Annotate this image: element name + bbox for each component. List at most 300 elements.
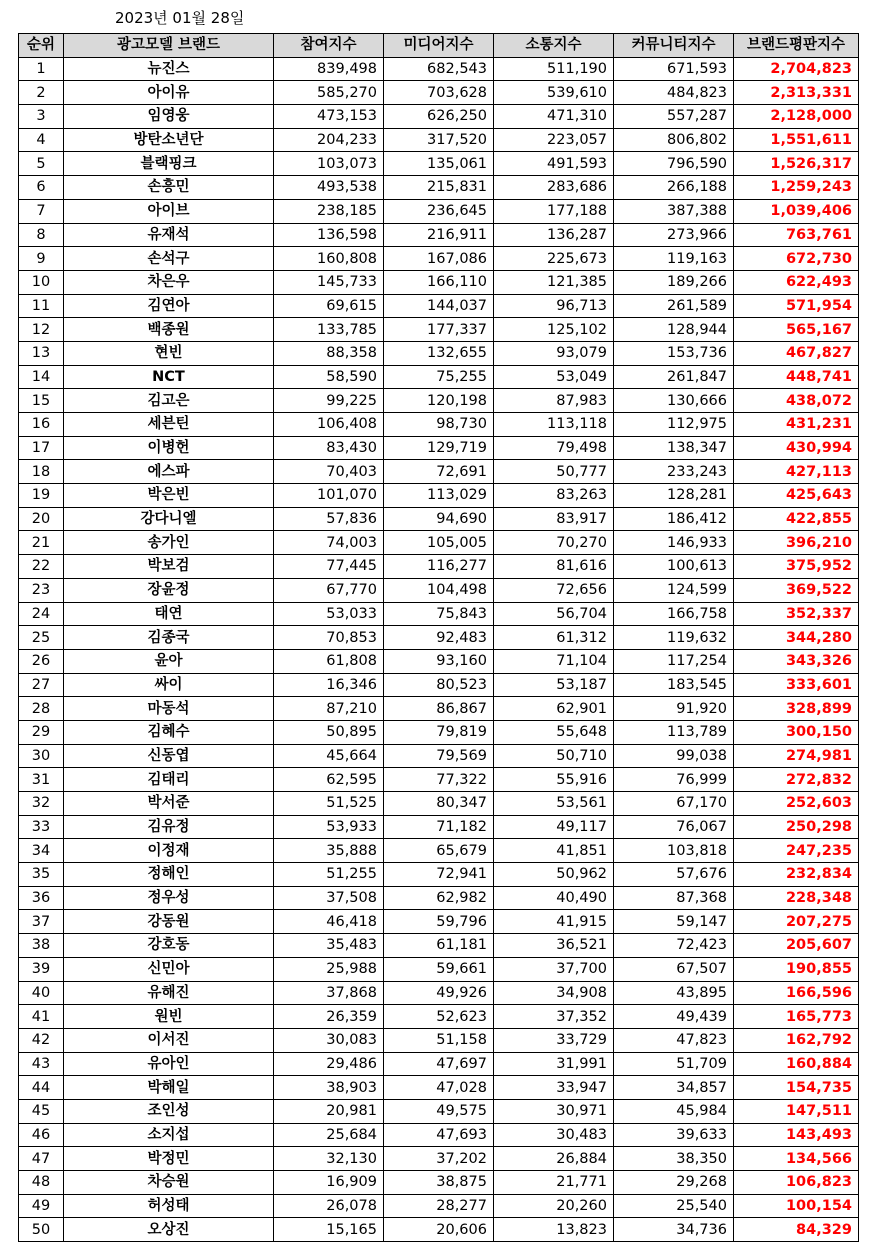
table-row [19,673,859,697]
media-cell: 79,569 [384,744,494,768]
community-cell: 25,540 [614,1194,734,1218]
community-cell: 266,188 [614,176,734,200]
media-cell: 38,875 [384,1171,494,1195]
table-row [19,413,859,437]
communication-cell: 71,104 [494,649,614,673]
reputation-cell: 1,526,317 [734,152,859,176]
rank-cell: 3 [19,105,64,129]
participation-cell: 58,590 [274,365,384,389]
participation-cell: 238,185 [274,199,384,223]
community-cell: 261,589 [614,294,734,318]
rank-cell: 11 [19,294,64,318]
media-cell: 93,160 [384,649,494,673]
community-cell: 130,666 [614,389,734,413]
reputation-cell: 272,832 [734,768,859,792]
participation-cell: 87,210 [274,697,384,721]
communication-cell: 36,521 [494,934,614,958]
brand-cell: 강동원 [64,910,274,934]
rank-cell: 20 [19,507,64,531]
participation-cell: 88,358 [274,341,384,365]
media-cell: 61,181 [384,934,494,958]
participation-cell: 51,255 [274,863,384,887]
rank-cell: 45 [19,1099,64,1123]
community-cell: 119,163 [614,247,734,271]
participation-cell: 473,153 [274,105,384,129]
media-cell: 116,277 [384,555,494,579]
participation-cell: 133,785 [274,318,384,342]
brand-cell: 세븐틴 [64,413,274,437]
community-cell: 484,823 [614,81,734,105]
participation-cell: 25,988 [274,957,384,981]
rank-cell: 43 [19,1052,64,1076]
media-cell: 166,110 [384,270,494,294]
communication-cell: 283,686 [494,176,614,200]
table-row [19,389,859,413]
participation-cell: 160,808 [274,247,384,271]
community-cell: 806,802 [614,128,734,152]
media-cell: 71,182 [384,815,494,839]
rank-cell: 38 [19,934,64,958]
reputation-cell: 2,128,000 [734,105,859,129]
reputation-cell: 431,231 [734,413,859,437]
brand-reputation-table [18,33,859,1242]
community-cell: 796,590 [614,152,734,176]
brand-cell: 에스파 [64,460,274,484]
media-cell: 113,029 [384,484,494,508]
brand-cell: 손흥민 [64,176,274,200]
communication-cell: 21,771 [494,1171,614,1195]
brand-cell: 박은빈 [64,484,274,508]
participation-cell: 106,408 [274,413,384,437]
rank-cell: 46 [19,1123,64,1147]
media-cell: 98,730 [384,413,494,437]
community-cell: 183,545 [614,673,734,697]
table-row [19,578,859,602]
communication-cell: 41,915 [494,910,614,934]
community-cell: 153,736 [614,341,734,365]
table-row [19,1005,859,1029]
participation-cell: 99,225 [274,389,384,413]
rank-cell: 41 [19,1005,64,1029]
participation-cell: 20,981 [274,1099,384,1123]
participation-cell: 585,270 [274,81,384,105]
media-cell: 51,158 [384,1028,494,1052]
communication-cell: 121,385 [494,270,614,294]
reputation-cell: 106,823 [734,1171,859,1195]
rank-cell: 34 [19,839,64,863]
brand-cell: 박정민 [64,1147,274,1171]
community-cell: 45,984 [614,1099,734,1123]
communication-cell: 61,312 [494,626,614,650]
media-cell: 105,005 [384,531,494,555]
reputation-cell: 565,167 [734,318,859,342]
table-row [19,294,859,318]
brand-cell: 김유정 [64,815,274,839]
reputation-cell: 274,981 [734,744,859,768]
communication-cell: 62,901 [494,697,614,721]
header-row [19,34,859,58]
community-cell: 146,933 [614,531,734,555]
communication-cell: 30,483 [494,1123,614,1147]
reputation-cell: 1,259,243 [734,176,859,200]
table-row [19,436,859,460]
media-cell: 80,523 [384,673,494,697]
rank-cell: 39 [19,957,64,981]
community-cell: 119,632 [614,626,734,650]
table-row [19,81,859,105]
community-cell: 138,347 [614,436,734,460]
reputation-cell: 250,298 [734,815,859,839]
table-row [19,341,859,365]
table-row [19,318,859,342]
reputation-cell: 228,348 [734,886,859,910]
community-cell: 100,613 [614,555,734,579]
header-rank: 순위 [19,34,64,58]
rank-cell: 33 [19,815,64,839]
rank-cell: 24 [19,602,64,626]
communication-cell: 37,352 [494,1005,614,1029]
communication-cell: 41,851 [494,839,614,863]
participation-cell: 67,770 [274,578,384,602]
media-cell: 47,028 [384,1076,494,1100]
communication-cell: 79,498 [494,436,614,460]
community-cell: 124,599 [614,578,734,602]
table-row [19,223,859,247]
community-cell: 34,736 [614,1218,734,1242]
participation-cell: 61,808 [274,649,384,673]
rank-cell: 47 [19,1147,64,1171]
rank-cell: 26 [19,649,64,673]
reputation-cell: 190,855 [734,957,859,981]
community-cell: 128,944 [614,318,734,342]
communication-cell: 37,700 [494,957,614,981]
reputation-cell: 205,607 [734,934,859,958]
table-row [19,910,859,934]
communication-cell: 13,823 [494,1218,614,1242]
brand-cell: 김연아 [64,294,274,318]
rank-cell: 5 [19,152,64,176]
communication-cell: 50,777 [494,460,614,484]
reputation-cell: 154,735 [734,1076,859,1100]
participation-cell: 45,664 [274,744,384,768]
community-cell: 76,999 [614,768,734,792]
participation-cell: 46,418 [274,910,384,934]
reputation-cell: 1,039,406 [734,199,859,223]
communication-cell: 34,908 [494,981,614,1005]
communication-cell: 31,991 [494,1052,614,1076]
table-row [19,1099,859,1123]
reputation-cell: 147,511 [734,1099,859,1123]
table-row [19,199,859,223]
community-cell: 91,920 [614,697,734,721]
participation-cell: 26,359 [274,1005,384,1029]
reputation-cell: 162,792 [734,1028,859,1052]
reputation-cell: 247,235 [734,839,859,863]
header-communication: 소통지수 [494,34,614,58]
brand-cell: 신동엽 [64,744,274,768]
table-row [19,744,859,768]
community-cell: 47,823 [614,1028,734,1052]
media-cell: 177,337 [384,318,494,342]
reputation-cell: 232,834 [734,863,859,887]
media-cell: 216,911 [384,223,494,247]
media-cell: 49,926 [384,981,494,1005]
media-cell: 47,693 [384,1123,494,1147]
community-cell: 49,439 [614,1005,734,1029]
reputation-cell: 84,329 [734,1218,859,1242]
media-cell: 77,322 [384,768,494,792]
communication-cell: 491,593 [494,152,614,176]
participation-cell: 69,615 [274,294,384,318]
participation-cell: 25,684 [274,1123,384,1147]
participation-cell: 70,403 [274,460,384,484]
participation-cell: 26,078 [274,1194,384,1218]
community-cell: 671,593 [614,57,734,81]
table-row [19,460,859,484]
brand-cell: 김고은 [64,389,274,413]
brand-cell: 오상진 [64,1218,274,1242]
reputation-cell: 396,210 [734,531,859,555]
rank-cell: 25 [19,626,64,650]
media-cell: 62,982 [384,886,494,910]
communication-cell: 53,561 [494,792,614,816]
rank-cell: 4 [19,128,64,152]
rank-cell: 37 [19,910,64,934]
brand-cell: 차은우 [64,270,274,294]
participation-cell: 74,003 [274,531,384,555]
community-cell: 57,676 [614,863,734,887]
brand-cell: 차승원 [64,1171,274,1195]
table-row [19,957,859,981]
media-cell: 20,606 [384,1218,494,1242]
media-cell: 59,661 [384,957,494,981]
community-cell: 29,268 [614,1171,734,1195]
community-cell: 34,857 [614,1076,734,1100]
brand-cell: 싸이 [64,673,274,697]
rank-cell: 7 [19,199,64,223]
participation-cell: 204,233 [274,128,384,152]
community-cell: 39,633 [614,1123,734,1147]
rank-cell: 14 [19,365,64,389]
reputation-cell: 438,072 [734,389,859,413]
rank-cell: 17 [19,436,64,460]
rank-cell: 13 [19,341,64,365]
media-cell: 37,202 [384,1147,494,1171]
rank-cell: 15 [19,389,64,413]
reputation-cell: 143,493 [734,1123,859,1147]
reputation-cell: 1,551,611 [734,128,859,152]
participation-cell: 35,483 [274,934,384,958]
communication-cell: 113,118 [494,413,614,437]
communication-cell: 53,049 [494,365,614,389]
brand-cell: 원빈 [64,1005,274,1029]
community-cell: 261,847 [614,365,734,389]
reputation-cell: 375,952 [734,555,859,579]
rank-cell: 21 [19,531,64,555]
header-reputation: 브랜드평판지수 [734,34,859,58]
table-row [19,128,859,152]
rank-cell: 30 [19,744,64,768]
community-cell: 43,895 [614,981,734,1005]
table-row [19,247,859,271]
communication-cell: 471,310 [494,105,614,129]
communication-cell: 72,656 [494,578,614,602]
reputation-cell: 100,154 [734,1194,859,1218]
brand-cell: 박보검 [64,555,274,579]
communication-cell: 33,729 [494,1028,614,1052]
header-community: 커뮤니티지수 [614,34,734,58]
community-cell: 103,818 [614,839,734,863]
brand-cell: 아이브 [64,199,274,223]
community-cell: 112,975 [614,413,734,437]
community-cell: 557,287 [614,105,734,129]
communication-cell: 511,190 [494,57,614,81]
brand-cell: 마동석 [64,697,274,721]
communication-cell: 20,260 [494,1194,614,1218]
media-cell: 28,277 [384,1194,494,1218]
media-cell: 65,679 [384,839,494,863]
brand-cell: 이정재 [64,839,274,863]
rank-cell: 31 [19,768,64,792]
community-cell: 128,281 [614,484,734,508]
rank-cell: 12 [19,318,64,342]
participation-cell: 32,130 [274,1147,384,1171]
participation-cell: 839,498 [274,57,384,81]
reputation-cell: 422,855 [734,507,859,531]
brand-cell: 김태리 [64,768,274,792]
media-cell: 236,645 [384,199,494,223]
media-cell: 135,061 [384,152,494,176]
participation-cell: 77,445 [274,555,384,579]
rank-cell: 16 [19,413,64,437]
table-row [19,981,859,1005]
brand-cell: 정해인 [64,863,274,887]
community-cell: 273,966 [614,223,734,247]
communication-cell: 223,057 [494,128,614,152]
reputation-cell: 2,313,331 [734,81,859,105]
brand-cell: 장윤정 [64,578,274,602]
brand-cell: 아이유 [64,81,274,105]
participation-cell: 37,508 [274,886,384,910]
communication-cell: 50,710 [494,744,614,768]
communication-cell: 93,079 [494,341,614,365]
table-row [19,1147,859,1171]
table-row [19,555,859,579]
reputation-cell: 333,601 [734,673,859,697]
table-row [19,720,859,744]
brand-cell: 손석구 [64,247,274,271]
brand-cell: 박서준 [64,792,274,816]
reputation-cell: 207,275 [734,910,859,934]
participation-cell: 53,033 [274,602,384,626]
brand-cell: 김종국 [64,626,274,650]
communication-cell: 26,884 [494,1147,614,1171]
brand-cell: 현빈 [64,341,274,365]
brand-cell: 윤아 [64,649,274,673]
communication-cell: 56,704 [494,602,614,626]
reputation-cell: 300,150 [734,720,859,744]
rank-cell: 28 [19,697,64,721]
reputation-cell: 369,522 [734,578,859,602]
participation-cell: 16,346 [274,673,384,697]
table-body [19,57,859,1241]
communication-cell: 177,188 [494,199,614,223]
community-cell: 59,147 [614,910,734,934]
community-cell: 67,507 [614,957,734,981]
table-row [19,1218,859,1242]
community-cell: 186,412 [614,507,734,531]
reputation-cell: 2,704,823 [734,57,859,81]
brand-cell: 허성태 [64,1194,274,1218]
rank-cell: 49 [19,1194,64,1218]
media-cell: 80,347 [384,792,494,816]
rank-cell: 35 [19,863,64,887]
reputation-cell: 134,566 [734,1147,859,1171]
reputation-cell: 343,326 [734,649,859,673]
media-cell: 129,719 [384,436,494,460]
media-cell: 215,831 [384,176,494,200]
table-row [19,1076,859,1100]
community-cell: 72,423 [614,934,734,958]
brand-cell: 조인성 [64,1099,274,1123]
participation-cell: 103,073 [274,152,384,176]
table-row [19,57,859,81]
participation-cell: 57,836 [274,507,384,531]
brand-cell: 이서진 [64,1028,274,1052]
table-row [19,815,859,839]
table-row [19,768,859,792]
participation-cell: 62,595 [274,768,384,792]
media-cell: 104,498 [384,578,494,602]
community-cell: 87,368 [614,886,734,910]
communication-cell: 96,713 [494,294,614,318]
media-cell: 167,086 [384,247,494,271]
brand-cell: 소지섭 [64,1123,274,1147]
brand-cell: 유아인 [64,1052,274,1076]
reputation-cell: 448,741 [734,365,859,389]
brand-cell: 박해일 [64,1076,274,1100]
media-cell: 72,691 [384,460,494,484]
brand-cell: 김혜수 [64,720,274,744]
media-cell: 144,037 [384,294,494,318]
brand-cell: 이병헌 [64,436,274,460]
rank-cell: 50 [19,1218,64,1242]
communication-cell: 55,648 [494,720,614,744]
communication-cell: 136,287 [494,223,614,247]
reputation-cell: 328,899 [734,697,859,721]
brand-cell: 임영웅 [64,105,274,129]
participation-cell: 16,909 [274,1171,384,1195]
table-row [19,792,859,816]
table-row [19,649,859,673]
table-row [19,270,859,294]
participation-cell: 53,933 [274,815,384,839]
brand-cell: 강다니엘 [64,507,274,531]
table-row [19,1028,859,1052]
table-row [19,365,859,389]
media-cell: 703,628 [384,81,494,105]
media-cell: 72,941 [384,863,494,887]
media-cell: 132,655 [384,341,494,365]
brand-cell: 블랙핑크 [64,152,274,176]
participation-cell: 29,486 [274,1052,384,1076]
date-label: 2023년 01월 28일 [115,9,245,27]
reputation-cell: 430,994 [734,436,859,460]
brand-cell: 태연 [64,602,274,626]
rank-cell: 40 [19,981,64,1005]
community-cell: 113,789 [614,720,734,744]
media-cell: 79,819 [384,720,494,744]
